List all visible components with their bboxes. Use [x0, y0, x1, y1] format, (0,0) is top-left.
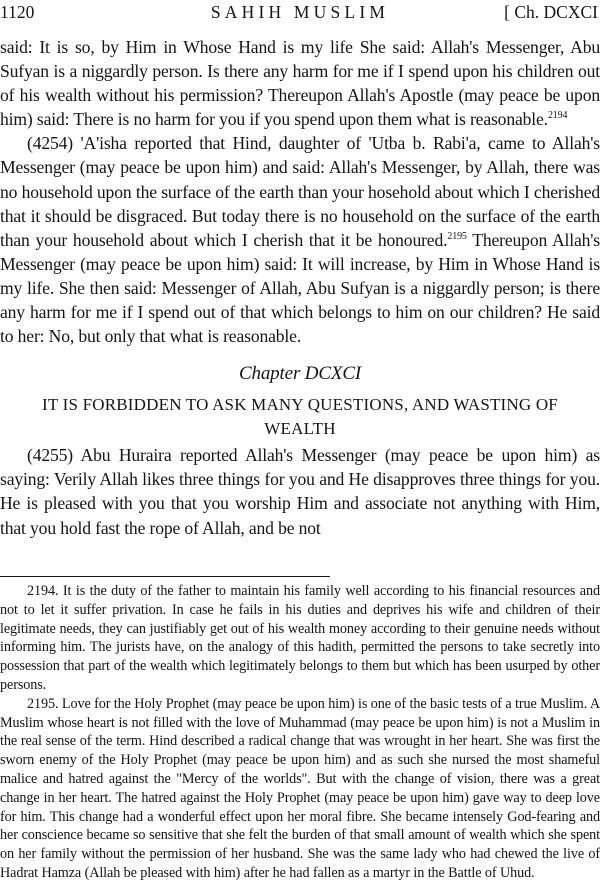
paragraph-text: said: It is so, by Him in Whose Hand is my life She said: Allah's Messenger, Abu Sufyan is a niggardly person. Is there any harm for me if I spend upon his children out of his wealth without his permission? Thereupon Allah's Apostle (may peace be upon him) said: There is no harm for you if you spend upon them what is reasonable. — [0, 37, 600, 130]
paragraph-continued — [0, 35, 600, 131]
paragraph-text: Thereupon Allah's Messenger (may peace be upon him) said: It will increase, by Him in Whose Hand is my life. She then said: Messenger of Allah, Abu Sufyan is a niggardly person; is there any harm for me if I spend out of that which belongs to him on our children? He said to her: No, but only that what is reasonable. — [0, 229, 600, 347]
page-header — [0, 2, 600, 24]
page-number: 1120 — [0, 2, 35, 22]
footnote-2194: 2194. It is the duty of the father to maintain his family well according to his financial resources and not to let it suffer privation. In case he fails in his duties and deprives his wife and children of their legitimate needs, they can justifiably get out of his wealth money according to their genuine needs without informing him. The jurists have, on the analogy of this hadith, permitted the persons to take secretly into possession that part of the wealth which legitimately belongs to them but which has been usurped by other persons. — [0, 583, 600, 693]
running-title: SAHIH MUSLIM — [210, 2, 390, 22]
chapter-heading: IT IS FORBIDDEN TO ASK MANY QUESTIONS, AND WASTING OF WEALTH — [42, 395, 558, 439]
footnote-marker: 2194 — [547, 110, 568, 122]
footnote-2195: 2195. Love for the Holy Prophet (may peace be upon him) is one of the basic tests of a true Muslim. A Muslim whose heart is not filled with the love of Muhammad (may peace be upon him) is not a Muslim in the real sense of the term. Hind described a radical change that was wrought in her heart. She was first the sworn enemy of the Holy Prophet (may peace be upon him) and as such she nursed the most shameful malice and hatred against the "Mercy of the worlds". But with the change of vision, there was a great change in her heart. The hatred against the Holy Prophet (may peace be upon him) gave way to deep love for him. This change had a wonderful effect upon her moral fibre. She became intensely God-fearing and her conscience became so sensitive that she felt the burden of that small amount of wealth which she spent on her family without the permission of her husband. She was the same lady who had chewed the live of Hadrat Hamza (Allah be pleased with him) after he had fallen as a martyr in the Battle of Uhud. — [0, 695, 600, 881]
hadith-4255: (4255) Abu Huraira reported Allah's Messenger (may peace be upon him) as saying: Verily Allah likes three things for you and He disapproves three things for you. He is pleased with you that you worship Him and associate not anything with Him, that you hold fast the rope of Allah, and be not — [0, 445, 600, 538]
chapter-reference: [ Ch. DCXCI — [504, 2, 598, 22]
footnote-divider — [0, 576, 330, 577]
hadith-4254 — [0, 131, 600, 348]
paragraph-text: (4254) 'A'isha reported that Hind, daughter of 'Utba b. Rabi'a, came to Allah's Messenger (may peace be upon him) and said: Allah's Messenger, by Allah, there was no household upon the surface of the earth than your hosehold about which I cherished that it should be disgraced. But today there is no household on the surface of the earth than your household about which I cherish that it be honoured. — [0, 133, 600, 250]
footnote-marker: 2195 — [447, 230, 467, 242]
footnotes — [0, 582, 600, 883]
chapter-title: Chapter DCXCI — [238, 363, 362, 385]
main-text — [0, 35, 600, 540]
